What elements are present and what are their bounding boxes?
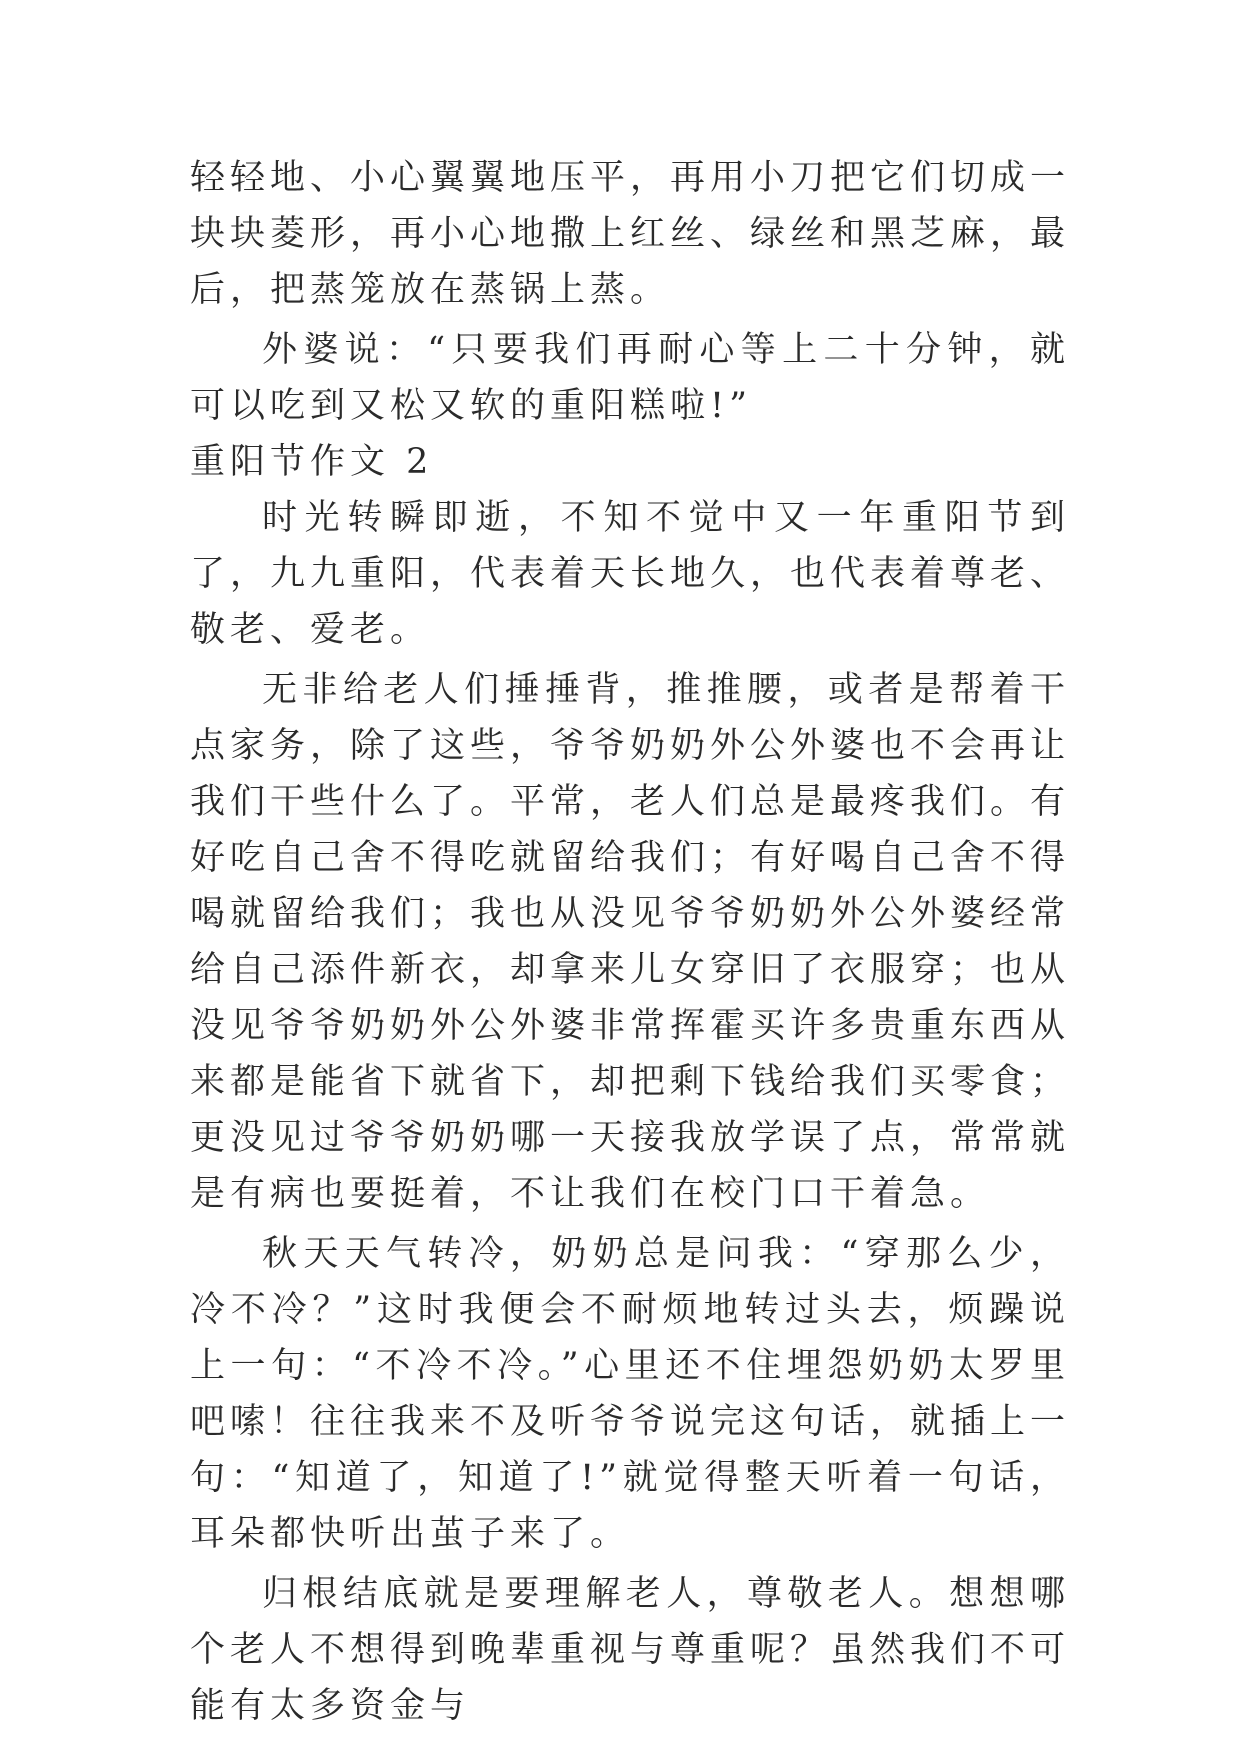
paragraph-intro: 时光转瞬即逝，不知不觉中又一年重阳节到了，九九重阳，代表着天长地久，也代表着尊老、敬老、爱老。 bbox=[190, 498, 1071, 650]
document-body bbox=[190, 150, 1070, 1734]
section-title: 重阳节作文 2 bbox=[190, 442, 434, 482]
paragraph-elders-care: 无非给老人们捶捶背，推推腰，或者是帮着干点家务，除了这些，爷爷奶奶外公外婆也不会再让我们干些什么了。平常，老人们总是最疼我们。有好吃自己舍不得吃就留给我们；有好喝自己舍不得喝就留给我们；我也从没见爷爷奶奶外公外婆经常给自己添件新衣，却拿来儿女穿旧了衣服穿；也从没见爷爷奶奶外公外婆非常挥霍买许多贵重东西从来都是能省下就省下，却把剩下钱给我们买零食；更没见过爷爷奶奶哪一天接我放学误了点，常常就是有病也要挺着，不让我们在校门口干着急。 bbox=[190, 670, 1071, 1214]
paragraph-respect: 归根结底就是要理解老人，尊敬老人。想想哪个老人不想得到晚辈重视与尊重呢？虽然我们不可能有太多资金与 bbox=[190, 1574, 1071, 1726]
paragraph-autumn: 秋天天气转冷，奶奶总是问我：“穿那么少，冷不冷？”这时我便会不耐烦地转过头去，烦躁说上一句：“不冷不冷。”心里还不住埋怨奶奶太罗里吧嗦！往往我来不及听爷爷说完这句话，就插上一句：“知道了，知道了!”就觉得整天听着一句话，耳朵都快听出茧子来了。 bbox=[190, 1234, 1071, 1554]
paragraph-grandma-quote: 外婆说：“只要我们再耐心等上二十分钟，就可以吃到又松又软的重阳糕啦!” bbox=[190, 330, 1070, 426]
paragraph-continuation: 轻轻地、小心翼翼地压平，再用小刀把它们切成一块块菱形，再小心地撒上红丝、绿丝和黑芝麻，最后，把蒸笼放在蒸锅上蒸。 bbox=[190, 158, 1071, 310]
